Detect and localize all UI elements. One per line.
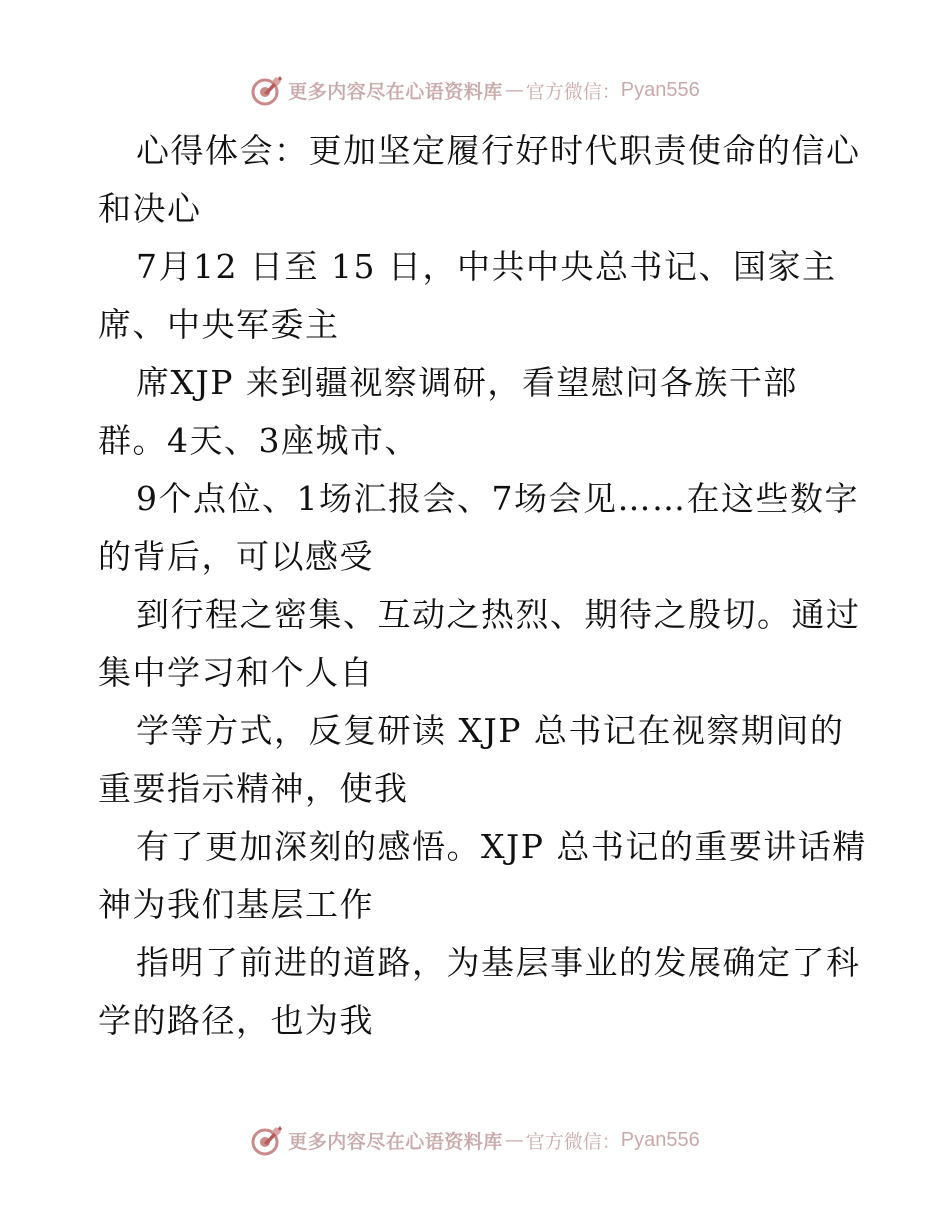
doc-line: 席XJP 来到疆视察调研，看望慰问各族干部	[136, 363, 798, 402]
footer-watermark	[0, 1120, 950, 1160]
watermark-wechat-id: Pyan556	[620, 1128, 700, 1151]
doc-line: 集中学习和个人自	[98, 653, 374, 692]
watermark-dash: —	[504, 1129, 524, 1151]
doc-line: 的背后，可以感受	[98, 537, 374, 576]
doc-line: 有了更加深刻的感悟。XJP 总书记的重要讲话精	[136, 827, 867, 866]
doc-line: 指明了前进的道路，为基层事业的发展确定了科	[136, 943, 861, 982]
header-watermark	[0, 70, 950, 110]
doc-line: 9个点位、1场汇报会、7场会见……在这些数字	[136, 479, 859, 518]
document-body	[98, 122, 868, 1050]
watermark-dash: —	[504, 79, 524, 101]
watermark-wechat-label: 官方微信：	[525, 1130, 621, 1153]
watermark-site-name: 更多内容尽在心语资料库	[288, 80, 503, 103]
doc-line: 重要指示精神，使我	[98, 769, 409, 808]
doc-line: 学的路径，也为我	[98, 1001, 374, 1040]
doc-line: 神为我们基层工作	[98, 885, 374, 924]
quill-logo-icon	[250, 1123, 284, 1157]
doc-line: 7月12 日至 15 日，中共中央总书记、国家主	[136, 247, 837, 286]
watermark-site-name: 更多内容尽在心语资料库	[288, 1130, 503, 1153]
quill-logo-icon	[250, 73, 284, 107]
doc-line: 和决心	[98, 189, 202, 228]
doc-line: 群。4天、3座城市、	[98, 421, 419, 460]
watermark-wechat-id: Pyan556	[620, 78, 700, 101]
doc-line: 席、中央军委主	[98, 305, 340, 344]
doc-line: 心得体会：更加坚定履行好时代职责使命的信心	[136, 131, 861, 170]
watermark-wechat-label: 官方微信：	[525, 80, 621, 103]
doc-line: 到行程之密集、互动之热烈、期待之殷切。通过	[136, 595, 861, 634]
doc-line: 学等方式，反复研读 XJP 总书记在视察期间的	[136, 711, 845, 750]
